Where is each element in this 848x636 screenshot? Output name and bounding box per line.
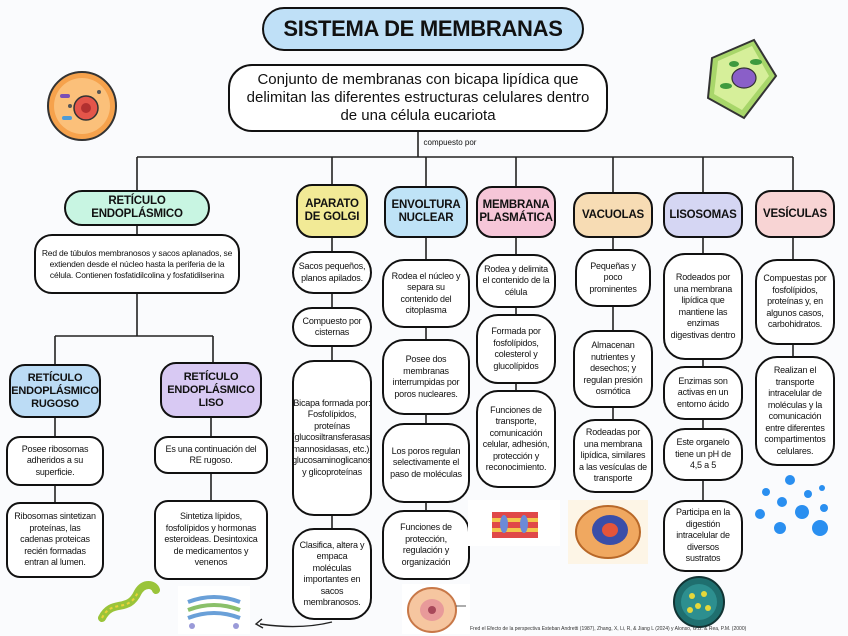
liso-item-2: Sintetiza lípidos, fosfolípidos y hormonas esteroideas. Desintoxica de medicamentos y venenos xyxy=(154,500,268,580)
lisosomas-title: LISOSOMAS xyxy=(663,192,743,238)
animal-cell-icon xyxy=(44,68,120,144)
rugoso-item-1: Posee ribosomas adheridos a su superficie. xyxy=(6,436,104,486)
liso-title: RETÍCULO ENDOPLÁSMICO LISO xyxy=(160,362,262,418)
rugoso-item-2: Ribosomas sintetizan proteínas, las cadenas proteicas recién formadas entran al lumen. xyxy=(6,502,104,578)
lysosome-illustration-icon xyxy=(670,574,728,630)
golgi-item-2: Compuesto por cisternas xyxy=(292,307,372,347)
liso-item-1: Es una continuación del RE rugoso. xyxy=(154,436,268,474)
golgi-diagram-icon xyxy=(178,586,250,634)
plasma-membrane-diagram-icon xyxy=(468,500,560,546)
page-title: SISTEMA DE MEMBRANAS xyxy=(262,7,584,51)
membrana-item-3: Funciones de transporte, comunicación celular, adhesión, protección y reconocimiento. xyxy=(476,390,556,488)
membrana-item-1: Rodea y delimita el contenido de la célula xyxy=(476,254,556,308)
envoltura-item-2: Posee dos membranas interrumpidas por poros nucleares. xyxy=(382,339,470,415)
membrana-title: MEMBRANA PLASMÁTICA xyxy=(476,186,556,238)
connector-label: compuesto por xyxy=(423,138,477,147)
membrana-item-2: Formada por fosfolípidos, colesterol y glucolípidos xyxy=(476,314,556,384)
vesiculas-title: VESÍCULAS xyxy=(755,190,835,238)
lisosomas-item-4: Participa en la digestión intracelular de diversos sustratos xyxy=(663,500,743,572)
golgi-item-4: Clasifica, altera y empaca moléculas importantes en sacos membranosos. xyxy=(292,528,372,620)
vacuole-cell-photo-icon xyxy=(568,500,648,564)
golgi-title: APARATO DE GOLGI xyxy=(296,184,368,238)
reticulo-desc: Red de túbulos membranosos y sacos aplanados, se extienden desde el núcleo hasta la periferia de la célula. Contienen fosfatidilcolina y fosfatidilserina xyxy=(34,234,240,294)
golgi-item-3: Bicapa formada por: Fosfolípidos, proteínas (glucosiltransferasas, mannosidasas, etc.), glucosaminoglicanos y glicoproteínas xyxy=(292,360,372,516)
lisosomas-item-1: Rodeados por una membrana lipídica que mantiene las enzimas digestivas dentro xyxy=(663,253,743,360)
vacuolas-item-1: Pequeñas y poco prominentes xyxy=(575,249,651,307)
references-credit: Fred el Efecto de la perspectiva Esteban Andretti (1987), Zhang, X, Li, R, & Jiang L (2024) y Alonso, G.B. & Rea, P.M. (2000) xyxy=(470,626,747,632)
vacuolas-title: VACUOLAS xyxy=(573,192,653,238)
reticulum-illustration-icon xyxy=(98,578,160,624)
rugoso-title: RETÍCULO ENDOPLÁSMICO RUGOSO xyxy=(9,364,101,418)
vesiculas-item-2: Realizan el transporte intracelular de moléculas y la comunicación entre diferentes compartimentos celulares. xyxy=(755,356,835,466)
vesiculas-item-1: Compuestas por fosfolípidos, proteínas y, en algunos casos, carbohidratos. xyxy=(755,259,835,345)
golgi-item-1: Sacos pequeños, planos apilados. xyxy=(292,251,372,294)
envoltura-item-4: Funciones de protección, regulación y organización xyxy=(382,510,470,580)
lisosomas-item-2: Enzimas son activas en un entorno ácido xyxy=(663,366,743,420)
nucleus-diagram-icon xyxy=(402,584,470,634)
vesicles-bubbles-icon xyxy=(752,472,838,542)
reticulo-title: RETÍCULO ENDOPLÁSMICO xyxy=(64,190,210,226)
vacuolas-item-2: Almacenan nutrientes y desechos; y regulan presión osmótica xyxy=(573,330,653,408)
envoltura-item-1: Rodea el núcleo y separa su contenido del citoplasma xyxy=(382,259,470,328)
lisosomas-item-3: Este organelo tiene un pH de 4,5 a 5 xyxy=(663,428,743,481)
envoltura-item-3: Los poros regulan selectivamente el paso de moléculas xyxy=(382,423,470,503)
plant-cell-icon xyxy=(704,36,780,122)
definition-box: Conjunto de membranas con bicapa lipídica que delimitan las diferentes estructuras celulares dentro de una célula eucariota xyxy=(228,64,608,132)
vacuolas-item-3: Rodeadas por una membrana lipídica, similares a las vesículas de transporte xyxy=(573,419,653,493)
envoltura-title: ENVOLTURA NUCLEAR xyxy=(384,186,468,238)
